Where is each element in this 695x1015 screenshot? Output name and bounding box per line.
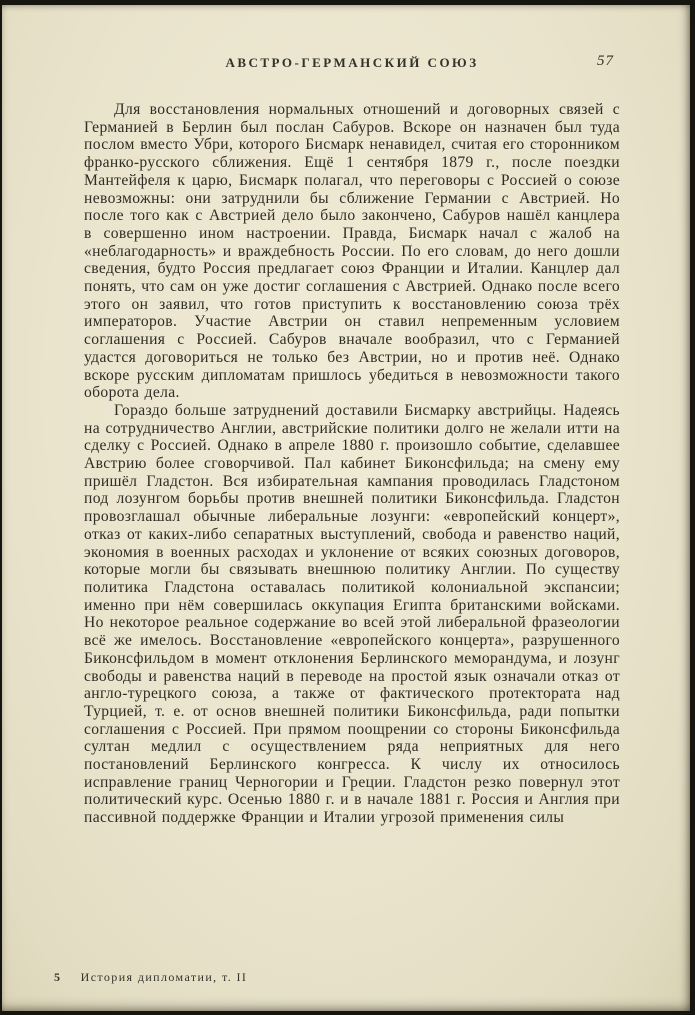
paper-page [2, 5, 690, 1011]
paragraph-1: Для восстановления нормальных отношений и договорных связей с Германией в Берлин был послан Сабуров. Вскоре он назначен был туда послом вместо Убри, которого Бисмарк ненавидел, считая его сторонником франко-русского сближения. Ещё 1 сентября 1879 г., после поездки Мантейфеля к царю, Бисмарк полагал, что переговоры с Россией о союзе невозможны: они затруднили бы сближение Германии с Австрией. Но после того как с Австрией дело было закончено, Сабуров нашёл канцлера в совершенно ином настроении. Правда, Бисмарк начал с жалоб на «неблагодарность» и враждебность России. По его словам, до него дошли сведения, будто Россия предлагает союз Франции и Италии. Канцлер дал понять, что сам он уже достиг соглашения с Австрией. Однако после всего этого он заявил, что готов приступить к восстановлению союза трёх императоров. Участие Австрии он ставил непременным условием соглашения с Россией. Сабуров вначале вообразил, что с Германией удастся договориться не только без Австрии, но и против неё. Однако вскоре русским дипломатам пришлось убедиться в невозможности такого оборота дела. [84, 101, 620, 402]
running-head [84, 55, 620, 75]
running-header-title: АВСТРО-ГЕРМАНСКИЙ СОЮЗ [225, 55, 479, 70]
page-body [84, 101, 620, 827]
printers-signature-mark: 5 [54, 970, 61, 984]
text-column [84, 55, 620, 827]
page-number: 57 [597, 53, 614, 69]
footer-book-title: История дипломатии, т. II [80, 970, 248, 984]
paragraph-2: Гораздо больше затруднений доставили Бисмарку австрийцы. Надеясь на сотрудничество Англии, австрийские политики долго не желали итти на сделку с Россией. Однако в апреле 1880 г. произошло событие, сделавшее Австрию более сговорчивой. Пал кабинет Биконсфильда; на смену ему пришёл Гладстон. Вся избирательная кампания проводилась Гладстоном под лозунгом борьбы против внешней политики Биконсфильда. Гладстон провозглашал обычные либеральные лозунги: «европейский концерт», отказ от каких-либо сепаратных выступлений, свобода и равенство наций, экономия в военных расходах и уклонение от всяких союзных договоров, которые могли бы связывать внешнюю политику Англии. По существу политика Гладстона оставалась политикой колониальной экспансии; именно при нём совершилась оккупация Египта британскими войсками. Но некоторое реальное содержание во всей этой либеральной фразеологии всё же имелось. Восстановление «европейского концерта», разрушенного Биконсфильдом в момент отклонения Берлинского меморандума, и лозунг свободы и равенства наций в переводе на простой язык означали отказ от англо-турецкого союза, а также от фактического протектората над Турцией, т. е. от основ внешней политики Биконсфильда, ради попытки соглашения с Россией. При прямом поощрении со стороны Биконсфильда султан медлил с осуществлением ряда неприятных для него постановлений Берлинского конгресса. К числу их относилось исправление границ Черногории и Греции. Гладстон резко повернул этот политический курс. Осенью 1880 г. и в начале 1881 г. Россия и Англия при пассивной поддержке Франции и Италии угрозой применения силы [84, 401, 620, 827]
page-footer [54, 970, 247, 985]
